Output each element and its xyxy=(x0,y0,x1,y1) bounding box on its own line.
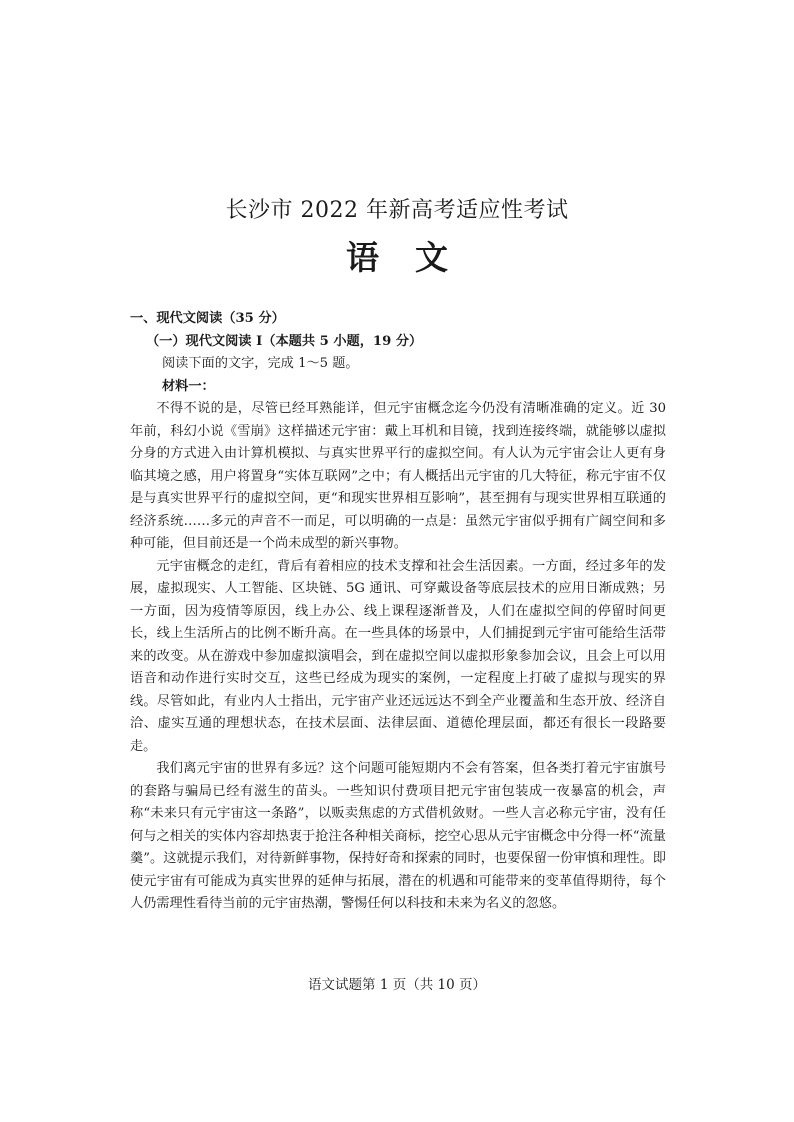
subsection-heading: （一）现代文阅读 I（本题共 5 小题，19 分） xyxy=(146,333,423,349)
reading-instruction: 阅读下面的文字，完成 1～5 题。 xyxy=(162,356,359,371)
section-heading: 一、现代文阅读（35 分） xyxy=(130,311,285,326)
exam-title: 长沙市 2022 年新高考适应性考试 xyxy=(225,198,569,223)
subject-title: 语文 xyxy=(346,238,484,277)
body-paragraph-2: 元宇宙概念的走红，背后有着相应的技术支撑和社会生活因素。一方面，经过多年的发展，虚拟现实、人工智能、区块链、5G 通讯、可穿戴设备等底层技术的应用日渐成熟；另一方面，因为疫情等原因，线上办公、线上课程逐渐普及，人们在虚拟空间的停留时间更长，线上生活所占的比例不断升高。在一些具体的场景中，人们捕捉到元宇宙可能给生活带来的改变。从在游戏中参加虚拟演唱会，到在虚拟空间以虚拟形象参加会议，且会上可以用语音和动作进行实时交互，这些已经成为现实的案例，一定程度上打破了虚拟与现实的界线。尽管如此，有业内人士指出，元宇宙产业还远远达不到全产业覆盖和生态开放、经济自洽、虚实互通的理想状态，在技术层面、法律层面、道德伦理层面，都还有很长一段路要走。 xyxy=(130,558,666,754)
body-paragraph-3: 我们离元宇宙的世界有多远？这个问题可能短期内不会有答案，但各类打着元宇宙旗号的套路与骗局已经有滋生的苗头。一些知识付费项目把元宇宙包装成一夜暴富的机会，声称“未来只有元宇宙这一条路”，以贩卖焦虑的方式借机敛财。一些人言必称元宇宙，没有任何与之相关的实体内容却热衷于抢注各种相关商标，挖空心思从元宇宙概念中分得一杯“流量羹”。这就提示我们，对待新鲜事物，保持好奇和探索的同时，也要保留一份审慎和理性。即使元宇宙有可能成为真实世界的延伸与拓展，潜在的机遇和可能带来的变革值得期待，每个人仍需理性看待当前的元宇宙热潮，警惕任何以科技和未来为名义的忽悠。 xyxy=(130,761,666,911)
page-footer: 语文试题第 1 页（共 10 页） xyxy=(308,977,486,993)
material-label: 材料一： xyxy=(162,378,215,394)
reading-section xyxy=(130,308,666,916)
body-paragraph-1: 不得不说的是，尽管已经耳熟能详，但元宇宙概念迄今仍没有清晰准确的定义。近 30 年前，科幻小说《雪崩》这样描述元宇宙：戴上耳机和目镜，找到连接终端，就能够以虚拟分身的方式进入由计算机模拟、与真实世界平行的虚拟空间。有人认为元宇宙会让人更有身临其境之感，用户将置身“实体互联网”之中；有人概括出元宇宙的几大特征，称元宇宙不仅是与真实世界平行的虚拟空间，更“和现实世界相互影响”，甚至拥有与现实世界相互联通的经济系统……多元的声音不一而足，可以明确的一点是：虽然元宇宙似乎拥有广阔空间和多种可能，但目前还是一个尚未成型的新兴事物。 xyxy=(130,401,666,551)
